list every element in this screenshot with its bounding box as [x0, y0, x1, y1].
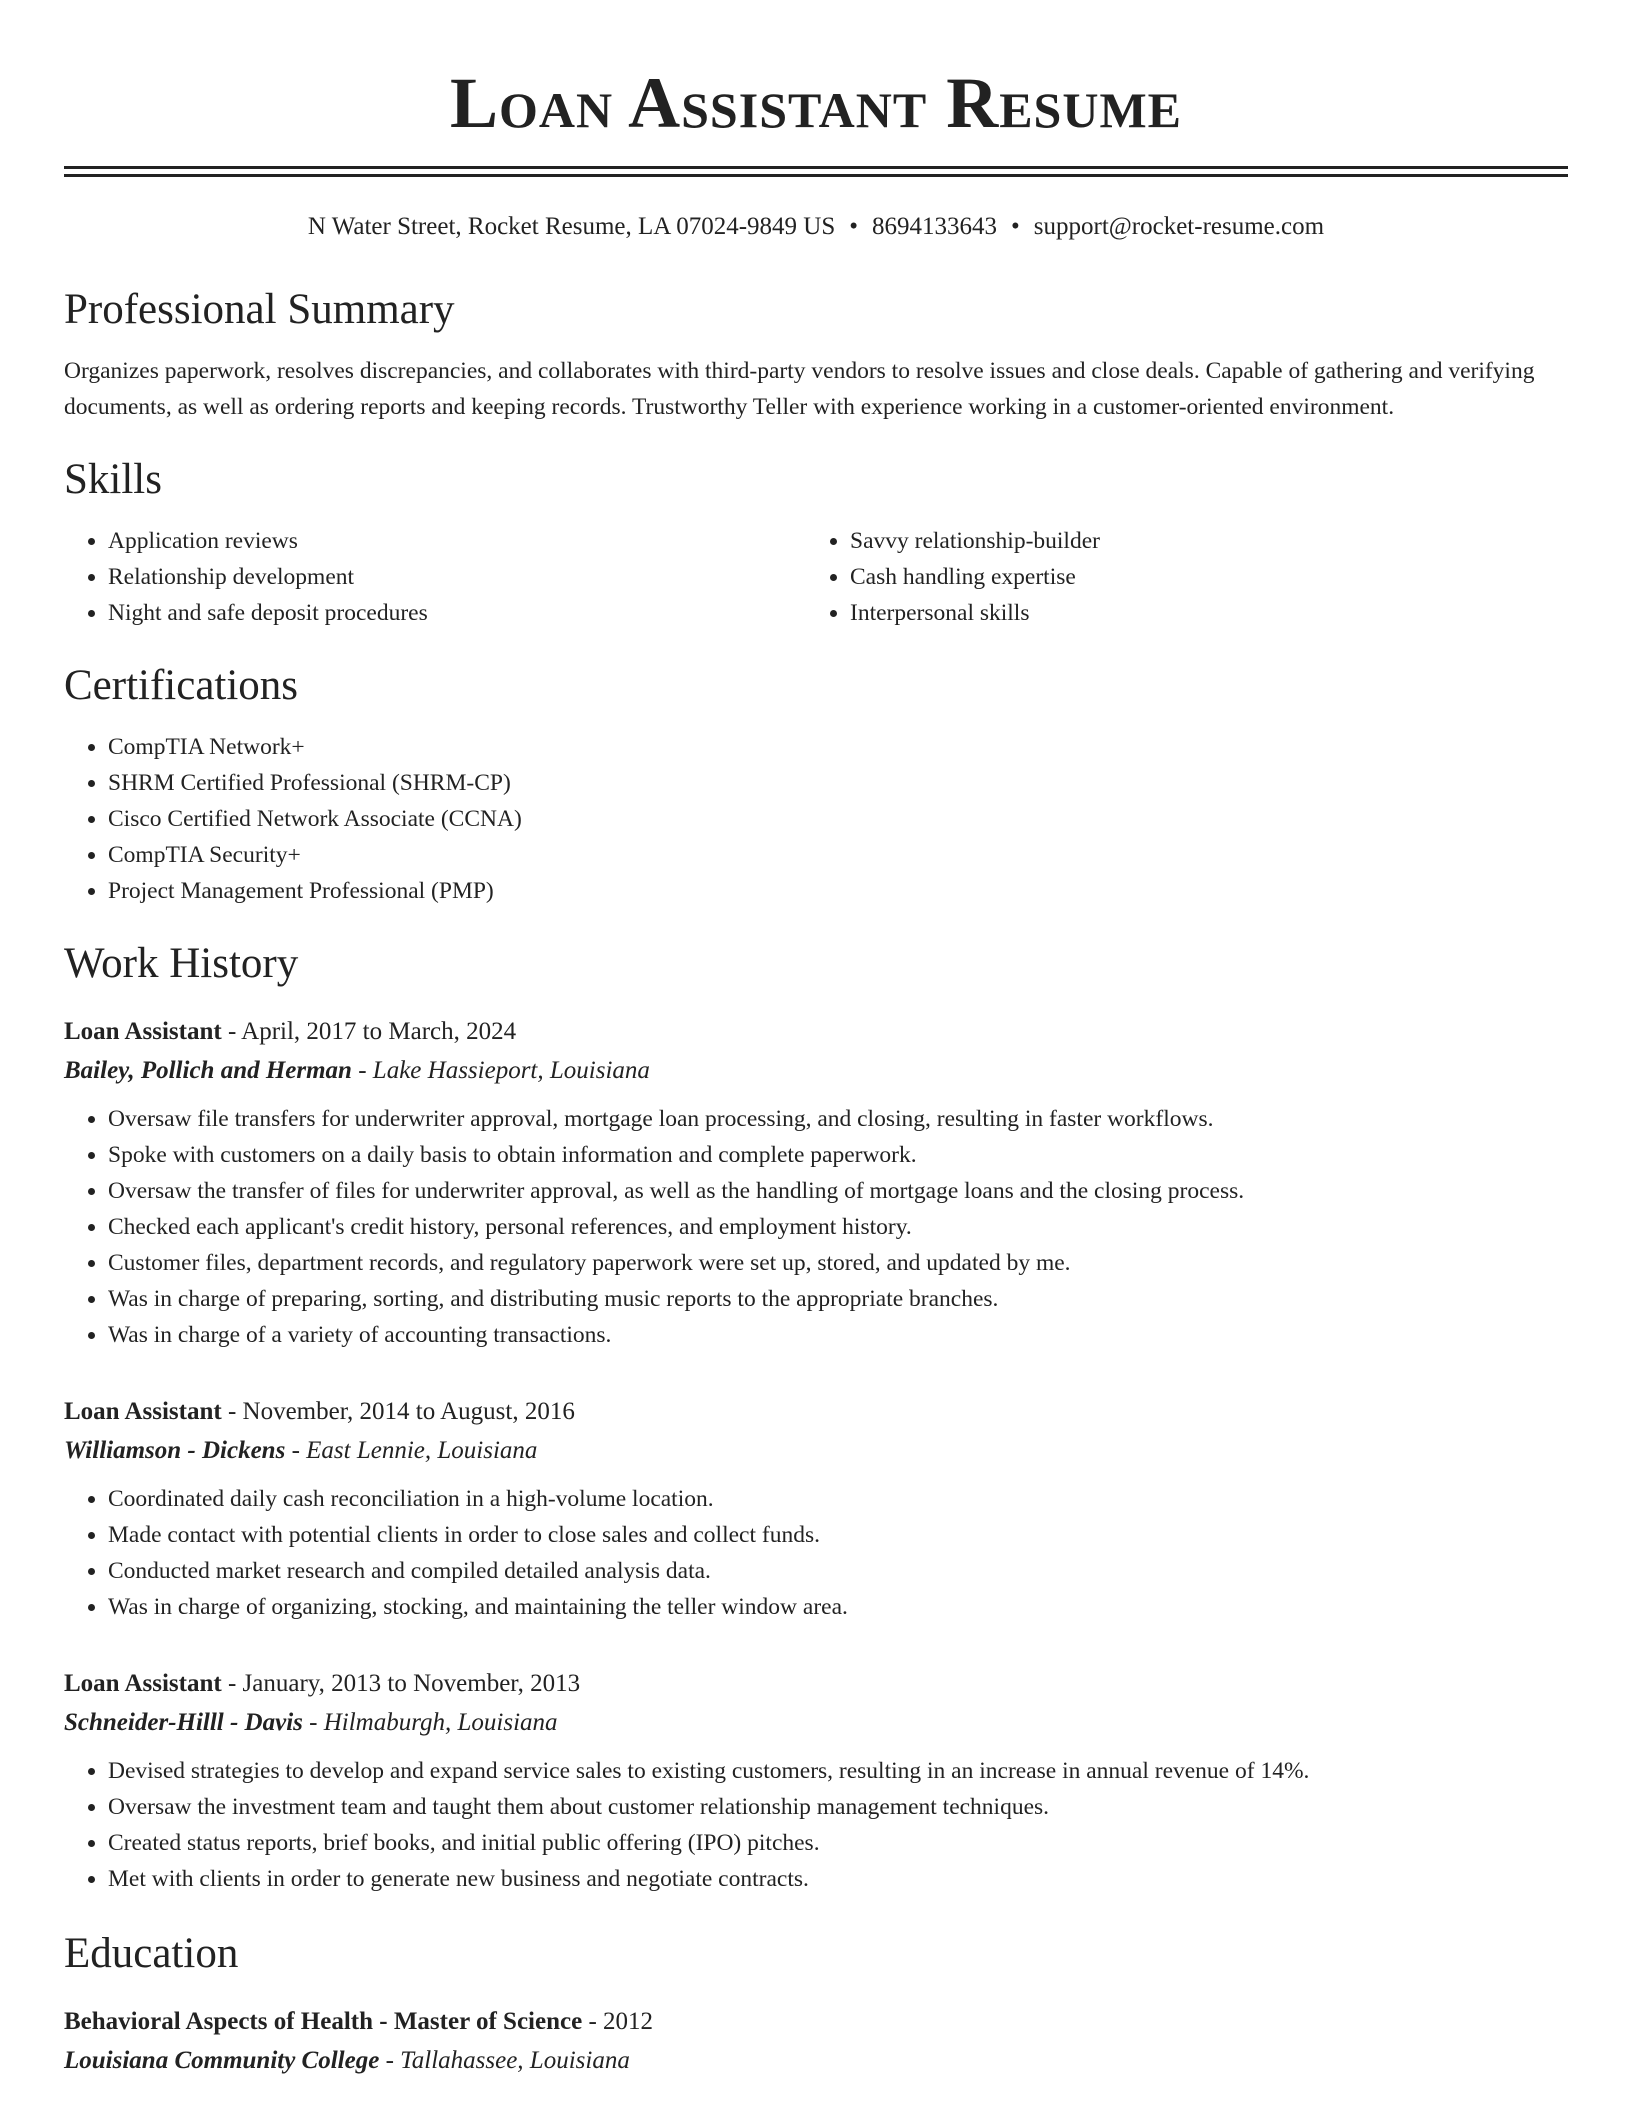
skills-grid [64, 523, 1568, 631]
certification-item: • Project Management Professional (PMP) [108, 873, 1568, 909]
resume-title: Loan Assistant Resume [449, 63, 1183, 143]
skill-item: • Cash handling expertise [850, 559, 1568, 595]
skills-list-left [64, 523, 806, 631]
education-degree: Behavioral Aspects of Health - Master of Science [64, 2008, 583, 2035]
job-company-line: Bailey, Pollich and Herman - Lake Hassieport, Louisiana [64, 1057, 650, 1084]
job-bullet: • Devised strategies to develop and expand service sales to existing customers, resulting in an increase in annual revenue of 14%. [108, 1753, 1568, 1789]
certifications-section [64, 659, 1568, 909]
skills-section [64, 453, 1568, 631]
skill-item: • Savvy relationship-builder [850, 523, 1568, 559]
certification-item: • Cisco Certified Network Associate (CCNA) [108, 801, 1568, 837]
job-bullet: • Checked each applicant's credit history, personal references, and employment history. [108, 1209, 1568, 1245]
job-company-line: Schneider-Hilll - Davis - Hilmaburgh, Louisiana [64, 1709, 558, 1736]
job-bullets [64, 1753, 1568, 1897]
job-bullet: • Made contact with potential clients in order to close sales and collect funds. [108, 1517, 1568, 1553]
certifications-heading: Certifications [64, 662, 299, 709]
job-company: Bailey, Pollich and Herman [64, 1057, 352, 1084]
job-bullet: • Created status reports, brief books, and initial public offering (IPO) pitches. [108, 1825, 1568, 1861]
job-bullet: • Oversaw the transfer of files for underwriter approval, as well as the handling of mortgage loans and the closing process. [108, 1173, 1568, 1209]
education-entry [64, 2003, 1568, 2081]
certification-item: • CompTIA Network+ [108, 729, 1568, 765]
certification-item: • SHRM Certified Professional (SHRM-CP) [108, 765, 1568, 801]
job-title-line: Loan Assistant - April, 2017 to March, 2024 [64, 1018, 517, 1045]
job-company: Williamson - Dickens [64, 1437, 286, 1464]
skill-item: • Night and safe deposit procedures [108, 595, 806, 631]
job-bullet: • Met with clients in order to generate new business and negotiate contracts. [108, 1861, 1568, 1897]
job-bullet: • Was in charge of preparing, sorting, and distributing music reports to the appropriate branches. [108, 1281, 1568, 1317]
education-school-line: Louisiana Community College - Tallahassee, Louisiana [64, 2047, 630, 2074]
skills-heading: Skills [64, 456, 162, 503]
skill-item: • Application reviews [108, 523, 806, 559]
contact-separator: • [849, 213, 858, 240]
job-company: Schneider-Hilll - Davis [64, 1709, 303, 1736]
education-location: Tallahassee, Louisiana [400, 2047, 630, 2074]
work-history-section [64, 937, 1568, 1897]
contact-email: support@rocket-resume.com [1033, 213, 1325, 240]
job-title-line: Loan Assistant - November, 2014 to August, 2016 [64, 1398, 575, 1425]
education-section [64, 1927, 1568, 2081]
job-entry [64, 1665, 1568, 1897]
job-title: Loan Assistant [64, 1018, 222, 1045]
job-location: East Lennie, Louisiana [306, 1437, 538, 1464]
contact-separator: • [1011, 213, 1020, 240]
skills-list-right [806, 523, 1568, 631]
job-dates: April, 2017 to March, 2024 [241, 1018, 517, 1045]
job-location: Lake Hassieport, Louisiana [372, 1057, 650, 1084]
skill-item: • Interpersonal skills [850, 595, 1568, 631]
education-year: 2012 [603, 2008, 654, 2035]
job-title: Loan Assistant [64, 1398, 222, 1425]
job-bullets [64, 1101, 1568, 1353]
job-title: Loan Assistant [64, 1670, 222, 1697]
job-bullets [64, 1481, 1568, 1625]
summary-section [64, 283, 1568, 425]
job-bullet: • Was in charge of organizing, stocking, and maintaining the teller window area. [108, 1589, 1568, 1625]
certifications-list [64, 729, 1568, 909]
job-bullet: • Conducted market research and compiled detailed analysis data. [108, 1553, 1568, 1589]
job-company-line: Williamson - Dickens - East Lennie, Louisiana [64, 1437, 538, 1464]
job-bullet: • Oversaw the investment team and taught them about customer relationship management techniques. [108, 1789, 1568, 1825]
education-heading: Education [64, 1930, 239, 1977]
skill-item: • Relationship development [108, 559, 806, 595]
job-bullet: • Spoke with customers on a daily basis to obtain information and complete paperwork. [108, 1137, 1568, 1173]
job-location: Hilmaburgh, Louisiana [323, 1709, 558, 1736]
education-school: Louisiana Community College [64, 2047, 380, 2074]
job-entry [64, 1393, 1568, 1625]
contact-phone: 8694133643 [872, 213, 997, 240]
job-bullet: • Customer files, department records, and regulatory paperwork were set up, stored, and updated by me. [108, 1245, 1568, 1281]
job-bullet: • Coordinated daily cash reconciliation in a high-volume location. [108, 1481, 1568, 1517]
job-bullet: • Oversaw file transfers for underwriter approval, mortgage loan processing, and closing, resulting in faster workflows. [108, 1101, 1568, 1137]
job-dates: November, 2014 to August, 2016 [242, 1398, 575, 1425]
summary-heading: Professional Summary [64, 286, 455, 333]
job-dates: January, 2013 to November, 2013 [242, 1670, 581, 1697]
work-history-heading: Work History [64, 940, 299, 987]
summary-text: Organizes paperwork, resolves discrepancies, and collaborates with third-party vendors to resolve issues and close deals. Capable of gathering and verifying documents, as well as ordering reports and keeping records. Trustworthy Teller with experience working in a customer-oriented environment. [64, 358, 1535, 420]
job-title-line: Loan Assistant - January, 2013 to November, 2013 [64, 1670, 581, 1697]
job-entry [64, 1013, 1568, 1353]
education-degree-line: Behavioral Aspects of Health - Master of Science - 2012 [64, 2008, 654, 2035]
title-double-rule [64, 166, 1568, 177]
certification-item: • CompTIA Security+ [108, 837, 1568, 873]
job-bullet: • Was in charge of a variety of accounting transactions. [108, 1317, 1568, 1353]
contact-address: N Water Street, Rocket Resume, LA 07024-9849 US [307, 213, 836, 240]
contact-line [64, 211, 1568, 243]
